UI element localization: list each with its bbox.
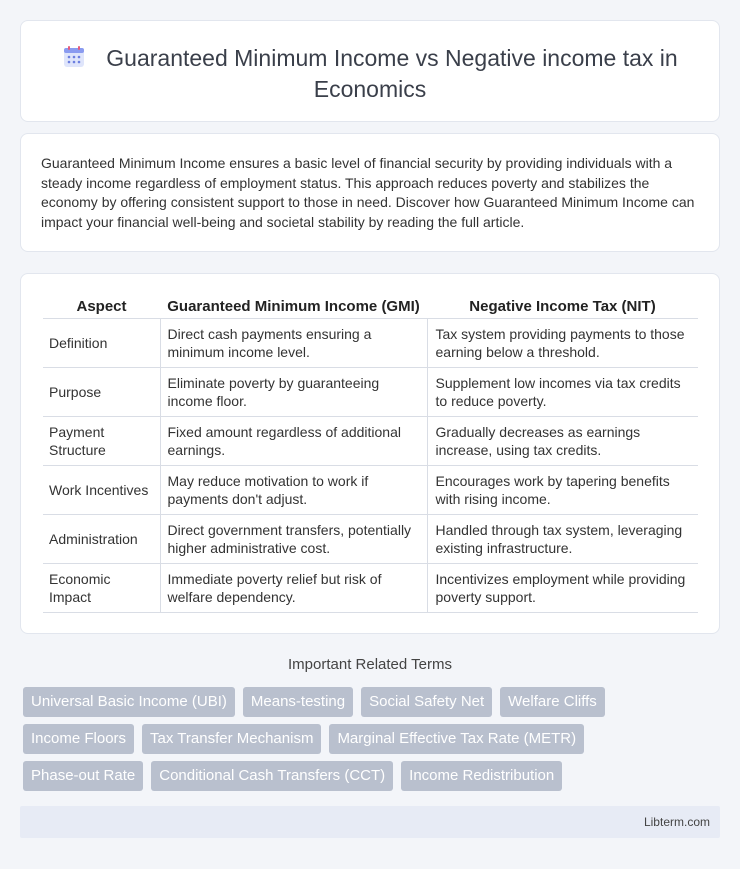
cell-nit: Tax system providing payments to those earning below a threshold. <box>427 318 698 367</box>
tag-tax-transfer-mechanism[interactable]: Tax Transfer Mechanism <box>142 724 321 754</box>
tag-phase-out-rate[interactable]: Phase-out Rate <box>23 761 143 791</box>
tag-metr[interactable]: Marginal Effective Tax Rate (METR) <box>329 724 584 754</box>
tag-welfare-cliffs[interactable]: Welfare Cliffs <box>500 687 605 717</box>
cell-gmi: Immediate poverty relief but risk of welfare dependency. <box>160 563 427 612</box>
cell-aspect: Work Incentives <box>43 465 160 514</box>
tag-row <box>23 724 663 754</box>
title-card <box>20 20 720 122</box>
cell-gmi: Direct government transfers, potentially higher administrative cost. <box>160 514 427 563</box>
cell-aspect: Economic Impact <box>43 563 160 612</box>
cell-aspect: Definition <box>43 318 160 367</box>
header-nit: Negative Income Tax (NIT) <box>427 294 698 318</box>
summary-text: Guaranteed Minimum Income ensures a basic level of financial security by providing individuals with a steady income regardless of employment status. This approach reduces poverty and stabilizes the economy by offering consistent support to those in need. Discover how Guaranteed Minimum Income can impact your financial well-being and societal stability by reading the full article. <box>41 155 695 230</box>
page-title: Guaranteed Minimum Income vs Negative income tax in Economics <box>106 45 678 102</box>
table-row <box>43 367 698 416</box>
tag-row <box>23 687 663 717</box>
tag-income-floors[interactable]: Income Floors <box>23 724 134 754</box>
cell-aspect: Administration <box>43 514 160 563</box>
tag-income-redistribution[interactable]: Income Redistribution <box>401 761 562 791</box>
footer-site-link[interactable]: Libterm.com <box>643 815 710 829</box>
cell-nit: Handled through tax system, leveraging existing infrastructure. <box>427 514 698 563</box>
page-title-row <box>21 43 719 105</box>
table-row <box>43 465 698 514</box>
comparison-table <box>43 294 698 613</box>
table-row <box>43 416 698 465</box>
table-row <box>43 514 698 563</box>
footer <box>20 806 720 838</box>
cell-nit: Gradually decreases as earnings increase, using tax credits. <box>427 416 698 465</box>
tag-social-safety-net[interactable]: Social Safety Net <box>361 687 492 717</box>
cell-gmi: Fixed amount regardless of additional earnings. <box>160 416 427 465</box>
cell-nit: Incentivizes employment while providing poverty support. <box>427 563 698 612</box>
summary-card <box>20 133 720 252</box>
tag-cct[interactable]: Conditional Cash Transfers (CCT) <box>151 761 393 791</box>
table-row <box>43 563 698 612</box>
tag-ubi[interactable]: Universal Basic Income (UBI) <box>23 687 235 717</box>
header-gmi: Guaranteed Minimum Income (GMI) <box>160 294 427 318</box>
calendar-icon <box>62 45 86 69</box>
related-terms-tags <box>23 687 663 798</box>
cell-aspect: Purpose <box>43 367 160 416</box>
header-aspect: Aspect <box>43 294 160 318</box>
cell-nit: Supplement low incomes via tax credits to reduce poverty. <box>427 367 698 416</box>
comparison-table-card <box>20 273 720 634</box>
tag-row <box>23 761 663 791</box>
cell-aspect: Payment Structure <box>43 416 160 465</box>
cell-gmi: May reduce motivation to work if payments don't adjust. <box>160 465 427 514</box>
cell-gmi: Eliminate poverty by guaranteeing income floor. <box>160 367 427 416</box>
table-row <box>43 318 698 367</box>
cell-nit: Encourages work by tapering benefits with rising income. <box>427 465 698 514</box>
cell-gmi: Direct cash payments ensuring a minimum income level. <box>160 318 427 367</box>
table-header-row <box>43 294 698 318</box>
related-terms-title: Important Related Terms <box>288 656 452 673</box>
tag-means-testing[interactable]: Means-testing <box>243 687 353 717</box>
